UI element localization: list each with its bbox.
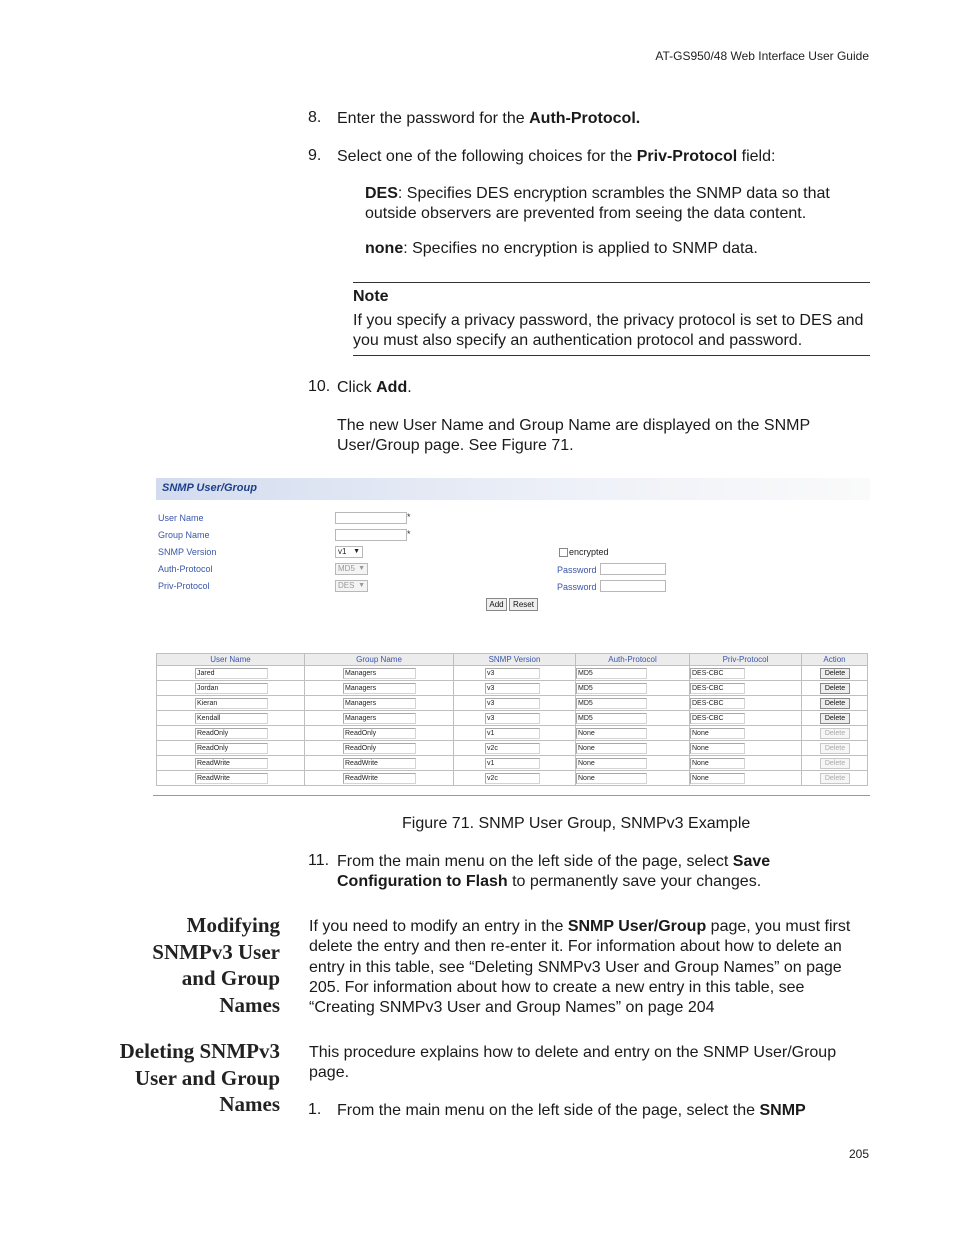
note-body: If you specify a privacy password, the privacy protocol is set to DES and you must also specify an authentication protocol and password. bbox=[353, 312, 864, 349]
group-name-cell: ReadOnly bbox=[343, 728, 416, 739]
table-row bbox=[157, 741, 868, 756]
user-name-cell: Jared bbox=[195, 668, 268, 679]
table-cell bbox=[576, 726, 690, 741]
table-cell bbox=[576, 711, 690, 726]
des-option-text: DES: Specifies DES encryption scrambles the SNMP data so that outside observers are prevented from seeing the data content. bbox=[365, 185, 830, 222]
priv-protocol-cell: DES-CBC bbox=[690, 713, 745, 724]
snmp-version-cell: v3 bbox=[485, 698, 540, 709]
snmp-version-cell: v2c bbox=[485, 743, 540, 754]
step-1-text: From the main menu on the left side of the page, select the SNMP bbox=[337, 1102, 806, 1119]
heading-line: Modifying bbox=[186, 913, 280, 937]
table-header-row bbox=[157, 654, 868, 666]
heading-line: Deleting SNMPv3 bbox=[119, 1039, 280, 1063]
table-cell bbox=[454, 681, 576, 696]
table-cell bbox=[802, 681, 868, 696]
table-cell bbox=[454, 711, 576, 726]
snmp-version-cell: v2c bbox=[485, 773, 540, 784]
required-marker: * bbox=[407, 529, 411, 539]
table-cell bbox=[305, 771, 454, 786]
table-cell bbox=[576, 681, 690, 696]
snmp-version-cell: v3 bbox=[485, 668, 540, 679]
table-cell bbox=[576, 696, 690, 711]
deleting-paragraph: This procedure explains how to delete and entry on the SNMP User/Group page. bbox=[309, 1044, 837, 1082]
user-name-cell: Kieran bbox=[195, 698, 268, 709]
step-number: 11. bbox=[308, 852, 330, 869]
table-cell bbox=[454, 756, 576, 771]
table-cell bbox=[690, 696, 802, 711]
table-cell bbox=[305, 726, 454, 741]
section-heading-deleting bbox=[120, 1038, 280, 1118]
priv-protocol-cell: None bbox=[690, 743, 745, 754]
table-cell bbox=[690, 666, 802, 681]
priv-protocol-label: Priv-Protocol bbox=[158, 581, 210, 591]
snmp-version-select[interactable]: v1 ▼ bbox=[335, 546, 363, 558]
priv-password-label: Password bbox=[557, 582, 597, 592]
table-cell bbox=[454, 726, 576, 741]
table-cell bbox=[454, 696, 576, 711]
user-name-cell: ReadWrite bbox=[195, 773, 268, 784]
table-row bbox=[157, 696, 868, 711]
auth-protocol-cell: None bbox=[576, 758, 647, 769]
modifying-paragraph: If you need to modify an entry in the SNMP User/Group page, you must first delete the entry and then re-enter it. For information about how to delete an entry in this table, see “Deleting SNMPv3 User and Group Names” on page 205. For information about how to create a new entry in this table, see “Creating SNMPv3 User and Group Names” on page 204 bbox=[309, 918, 851, 1017]
priv-protocol-cell: None bbox=[690, 773, 745, 784]
table-cell bbox=[802, 726, 868, 741]
snmp-user-table bbox=[156, 653, 868, 786]
table-cell bbox=[690, 771, 802, 786]
step-8-text: Enter the password for the Auth-Protocol. bbox=[337, 110, 641, 127]
user-name-cell: ReadOnly bbox=[195, 728, 268, 739]
user-name-label: User Name bbox=[158, 513, 204, 523]
auth-password-input[interactable] bbox=[600, 563, 666, 575]
dropdown-arrow-icon: ▼ bbox=[358, 582, 365, 589]
table-cell bbox=[157, 666, 305, 681]
table-cell bbox=[157, 741, 305, 756]
table-cell bbox=[802, 771, 868, 786]
group-name-input[interactable] bbox=[335, 529, 407, 541]
auth-protocol-cell: None bbox=[576, 773, 647, 784]
user-name-cell: Jordan bbox=[195, 683, 268, 694]
table-cell bbox=[305, 741, 454, 756]
column-header: Group Name bbox=[305, 654, 454, 666]
table-cell bbox=[690, 741, 802, 756]
step-11-text: From the main menu on the left side of the page, select Save Configuration to Flash to permanently save your changes. bbox=[337, 853, 771, 890]
section-heading-modifying bbox=[152, 912, 280, 1018]
table-cell bbox=[802, 666, 868, 681]
table-cell bbox=[305, 696, 454, 711]
priv-protocol-select[interactable]: DES ▼ bbox=[335, 580, 368, 592]
snmp-version-cell: v3 bbox=[485, 713, 540, 724]
table-cell bbox=[157, 711, 305, 726]
table-cell bbox=[576, 741, 690, 756]
note-box bbox=[353, 282, 870, 356]
snmp-version-cell: v1 bbox=[485, 728, 540, 739]
note-title: Note bbox=[353, 288, 389, 305]
table-row bbox=[157, 711, 868, 726]
table-cell bbox=[802, 756, 868, 771]
auth-password-label: Password bbox=[557, 565, 597, 575]
table-cell bbox=[454, 771, 576, 786]
table-cell bbox=[157, 681, 305, 696]
group-name-cell: Managers bbox=[343, 683, 416, 694]
step-9-text: Select one of the following choices for the Priv-Protocol field: bbox=[337, 148, 776, 165]
user-name-cell: Kendall bbox=[195, 713, 268, 724]
priv-protocol-cell: DES-CBC bbox=[690, 698, 745, 709]
figure-panel-title: SNMP User/Group bbox=[162, 482, 257, 494]
snmp-version-cell: v3 bbox=[485, 683, 540, 694]
figure-snmp-user-group bbox=[153, 478, 870, 796]
table-cell bbox=[157, 756, 305, 771]
group-name-cell: ReadWrite bbox=[343, 773, 416, 784]
priv-protocol-cell: DES-CBC bbox=[690, 683, 745, 694]
running-header: AT-GS950/48 Web Interface User Guide bbox=[655, 49, 869, 63]
table-cell bbox=[157, 771, 305, 786]
user-name-cell: ReadWrite bbox=[195, 758, 268, 769]
delete-button[interactable]: Delete bbox=[820, 683, 850, 694]
table-cell bbox=[802, 711, 868, 726]
priv-protocol-cell: None bbox=[690, 728, 745, 739]
heading-line: Names bbox=[219, 992, 280, 1017]
table-row bbox=[157, 681, 868, 696]
table-cell bbox=[454, 666, 576, 681]
heading-line: SNMPv3 User bbox=[152, 939, 280, 964]
table-cell bbox=[305, 681, 454, 696]
auth-protocol-label: Auth-Protocol bbox=[158, 564, 213, 574]
heading-line: User and Group bbox=[134, 1065, 280, 1090]
none-option-text: none: Specifies no encryption is applied to SNMP data. bbox=[365, 240, 758, 257]
encrypted-label: encrypted bbox=[569, 547, 609, 557]
group-name-cell: ReadOnly bbox=[343, 743, 416, 754]
figure-title-bar bbox=[156, 478, 870, 500]
delete-button[interactable]: Delete bbox=[820, 668, 850, 679]
table-cell bbox=[576, 756, 690, 771]
column-header: SNMP Version bbox=[454, 654, 576, 666]
table-row bbox=[157, 666, 868, 681]
delete-button[interactable]: Delete bbox=[820, 758, 850, 769]
group-name-cell: Managers bbox=[343, 668, 416, 679]
delete-button[interactable]: Delete bbox=[820, 728, 850, 739]
column-header: User Name bbox=[157, 654, 305, 666]
heading-line: and Group bbox=[181, 966, 280, 990]
column-header: Auth-Protocol bbox=[576, 654, 690, 666]
group-name-label: Group Name bbox=[158, 530, 210, 540]
priv-protocol-cell: None bbox=[690, 758, 745, 769]
group-name-cell: Managers bbox=[343, 713, 416, 724]
table-cell bbox=[305, 756, 454, 771]
table-cell bbox=[454, 741, 576, 756]
auth-protocol-cell: MD5 bbox=[576, 668, 647, 679]
table-cell bbox=[157, 696, 305, 711]
add-button[interactable]: Add bbox=[486, 598, 507, 611]
auth-protocol-cell: None bbox=[576, 728, 647, 739]
column-header: Action bbox=[802, 654, 868, 666]
table-cell bbox=[305, 711, 454, 726]
table-cell bbox=[690, 756, 802, 771]
step-10-text: Click Add. bbox=[337, 379, 412, 396]
table-cell bbox=[690, 726, 802, 741]
table-row bbox=[157, 756, 868, 771]
auth-protocol-select[interactable]: MD5 ▼ bbox=[335, 563, 368, 575]
required-marker: * bbox=[407, 512, 411, 522]
table-row bbox=[157, 771, 868, 786]
table-cell bbox=[157, 726, 305, 741]
step-10-followup: The new User Name and Group Name are displayed on the SNMP User/Group page. See Figure 71. bbox=[337, 417, 810, 454]
table-cell bbox=[305, 666, 454, 681]
snmp-version-label: SNMP Version bbox=[158, 547, 217, 557]
step-number: 9. bbox=[308, 147, 322, 164]
dropdown-arrow-icon: ▼ bbox=[358, 565, 365, 572]
auth-protocol-cell: MD5 bbox=[576, 683, 647, 694]
priv-protocol-cell: DES-CBC bbox=[690, 668, 745, 679]
delete-button[interactable]: Delete bbox=[820, 743, 850, 754]
table-row bbox=[157, 726, 868, 741]
heading-line: Names bbox=[219, 1092, 280, 1116]
table-cell bbox=[690, 681, 802, 696]
dropdown-arrow-icon: ▼ bbox=[353, 548, 360, 555]
user-name-input[interactable] bbox=[335, 512, 407, 524]
table-cell bbox=[690, 711, 802, 726]
auth-protocol-cell: MD5 bbox=[576, 713, 647, 724]
encrypted-checkbox[interactable] bbox=[559, 548, 568, 557]
group-name-cell: ReadWrite bbox=[343, 758, 416, 769]
priv-password-input[interactable] bbox=[600, 580, 666, 592]
snmp-version-cell: v1 bbox=[485, 758, 540, 769]
auth-protocol-cell: None bbox=[576, 743, 647, 754]
group-name-cell: Managers bbox=[343, 698, 416, 709]
auth-protocol-cell: MD5 bbox=[576, 698, 647, 709]
delete-button[interactable]: Delete bbox=[820, 698, 850, 709]
delete-button[interactable]: Delete bbox=[820, 713, 850, 724]
figure-caption: Figure 71. SNMP User Group, SNMPv3 Example bbox=[402, 815, 751, 832]
user-name-cell: ReadOnly bbox=[195, 743, 268, 754]
step-number: 10. bbox=[308, 378, 331, 395]
column-header: Priv-Protocol bbox=[690, 654, 802, 666]
table-cell bbox=[576, 666, 690, 681]
step-number: 8. bbox=[308, 109, 322, 126]
table-cell bbox=[802, 741, 868, 756]
delete-button[interactable]: Delete bbox=[820, 773, 850, 784]
table-cell bbox=[576, 771, 690, 786]
page-number: 205 bbox=[848, 1147, 869, 1161]
reset-button[interactable]: Reset bbox=[509, 598, 538, 611]
table-cell bbox=[802, 696, 868, 711]
step-number: 1. bbox=[308, 1101, 322, 1118]
